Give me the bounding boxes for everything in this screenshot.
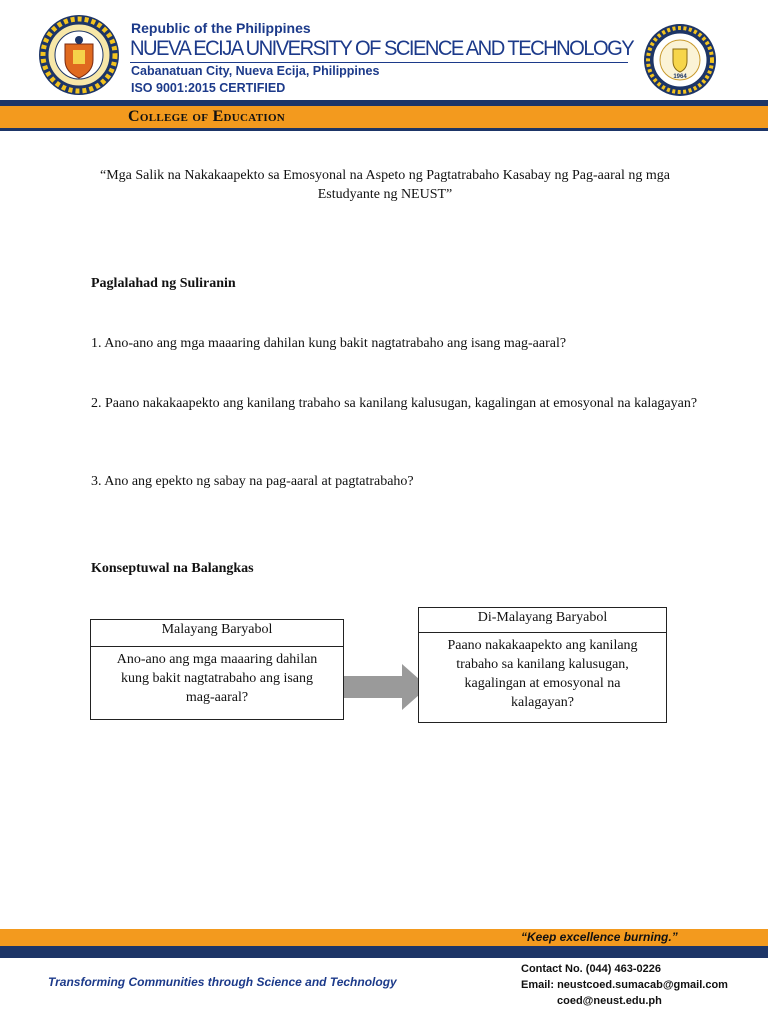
section-heading-framework: Konseptuwal na Balangkas [91, 561, 254, 576]
university-seal-icon [38, 14, 120, 96]
college-name: College of Education [128, 108, 286, 125]
header-divider [130, 62, 628, 63]
dependent-variable-text: Paano nakakaapekto ang kanilang trabaho sa kanilang kalusugan, kagalingan at emosyonal na kalagayan? [447, 638, 638, 710]
independent-variable-label: Malayang Baryabol [91, 620, 343, 647]
independent-variable-box [90, 619, 344, 720]
university-name: NUEVA ECIJA UNIVERSITY OF SCIENCE AND TECHNOLOGY [130, 37, 634, 60]
dependent-variable-box [418, 607, 667, 723]
footer-tagline: “Keep excellence burning.” [521, 930, 678, 944]
question-3: 3. Ano ang epekto ng sabay na pag-aaral at pagtatrabaho? [91, 474, 414, 489]
contact-number: Contact No. (044) 463-0226 [521, 963, 661, 975]
document-title: “Mga Salik na Nakakaapekto sa Emosyonal na Aspeto ng Pagtatrabaho Kasabay ng Pag-aaral ng mga Estudyante ng NEUST” [100, 168, 670, 202]
footer-navy-band [0, 946, 768, 958]
republic-label: Republic of the Philippines [131, 20, 311, 36]
header-orange-band [0, 106, 768, 128]
question-2: 2. Paano nakakaapekto ang kanilang trabaho sa kanilang kalusugan, kagalingan at emosyonal na kalagayan? [91, 396, 698, 411]
college-seal-icon [643, 23, 717, 97]
question-1: 1. Ano-ano ang mga maaaring dahilan kung bakit nagtatrabaho ang isang mag-aaral? [91, 336, 567, 351]
footer-motto: Transforming Communities through Science and Technology [48, 975, 397, 989]
iso-certification: ISO 9001:2015 CERTIFIED [131, 81, 286, 95]
college-title [128, 108, 285, 126]
contact-email: Email: neustcoed.sumacab@gmail.com [521, 979, 728, 991]
contact-email-secondary: coed@neust.edu.ph [557, 995, 662, 1007]
header-navy-underline [0, 128, 768, 131]
dependent-variable-label: Di-Malayang Baryabol [419, 608, 666, 633]
seal-year: 1964 [673, 74, 687, 80]
independent-variable-text: Ano-ano ang mga maaaring dahilan kung bakit nagtatrabaho ang isang mag-aaral? [116, 652, 318, 705]
right-arrow-icon [344, 664, 428, 715]
location-label: Cabanatuan City, Nueva Ecija, Philippines [131, 64, 380, 78]
section-heading-problem: Paglalahad ng Suliranin [91, 276, 236, 291]
